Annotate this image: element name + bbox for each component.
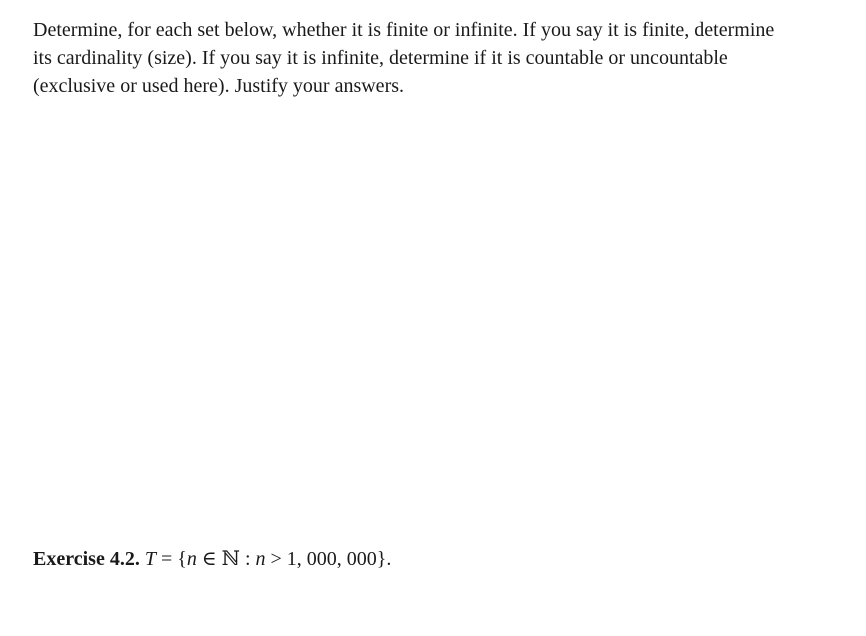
- equals-sign: =: [155, 548, 178, 570]
- set-variable: n: [186, 548, 197, 570]
- bound-value: 1, 000, 000: [286, 548, 377, 570]
- set-name: T: [144, 548, 156, 570]
- such-that-colon: :: [239, 548, 256, 570]
- exercise-label: Exercise 4.2.: [33, 548, 140, 570]
- instructions-paragraph: Determine, for each set below, whether it is finite or infinite. If you say it is finite, determine its cardinality (size). If you say it is infinite, determine if it is countable or uncountable (exclusive or used here). Justify your answers.: [33, 19, 775, 97]
- element-of-symbol: ∈: [196, 548, 222, 570]
- close-brace: }: [376, 548, 387, 570]
- naturals-symbol: ℕ: [221, 548, 240, 570]
- condition-variable: n: [255, 548, 266, 570]
- period: .: [386, 548, 392, 570]
- exercise-statement: [33, 545, 391, 573]
- open-brace: {: [177, 548, 187, 570]
- greater-than-sign: >: [265, 548, 287, 570]
